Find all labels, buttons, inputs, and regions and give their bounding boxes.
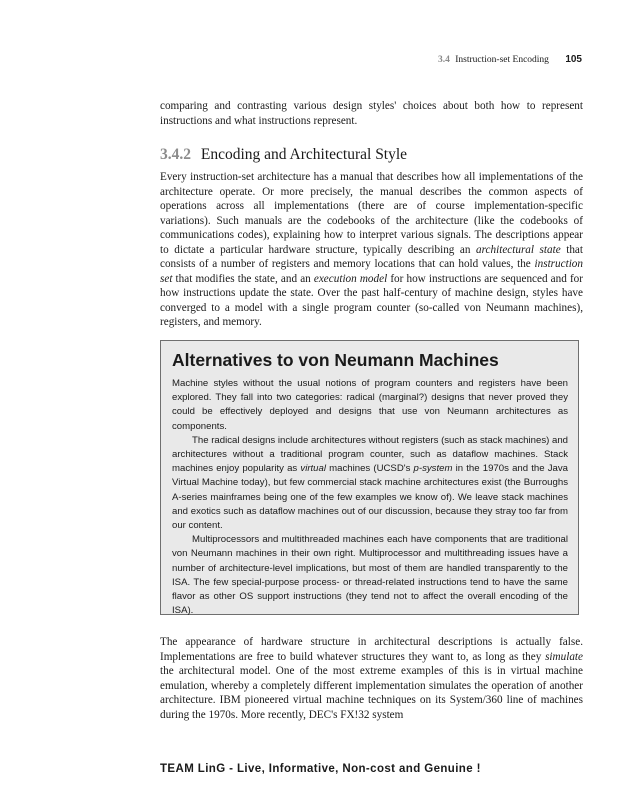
- emphasis-simulate: simulate: [545, 650, 583, 663]
- emphasis-p-system: p-system: [413, 463, 453, 475]
- term-architectural-state: architectural state: [476, 243, 561, 256]
- text-run: The appearance of hardware structure in architectural descriptions is actually false. Implementations are free to build whatever structures they want to, as long as they: [160, 636, 583, 663]
- section-title: Encoding and Architectural Style: [200, 146, 408, 163]
- page-number: 105: [565, 54, 582, 65]
- sidebar-paragraph-3: Multiprocessors and multithreaded machines each have components that are traditional von Neumann machines in their own right. Multiprocessor and multithreading issues have a number of architecture-level implications, but most of them are handled transparently to the ISA. The few special-purpose process- or thread-related instructions tend to have the same flavor as other OS support instructions (they tend not to affect the overall encoding of the ISA).: [172, 534, 568, 617]
- body-paragraph-1: [160, 170, 583, 330]
- section-heading: [160, 146, 407, 164]
- section-number: 3.4.2: [160, 146, 191, 163]
- text-run: machines (UCSD's: [325, 463, 414, 475]
- body-paragraph-2: [160, 635, 583, 722]
- paragraph-text: [160, 170, 583, 330]
- text-run: The radical designs include architectures without registers (such as stack machines) and architectures without a traditional program counter, such as dataflow machines. Stack machines enjoy popularity as: [172, 434, 568, 475]
- sidebar-body: [172, 377, 568, 618]
- text-run: the architectural model. One of the most extreme examples of this is in virtual machine emulation, whereby a completely different implementation simulates the operation of another architecture. IBM pioneered virtual machine techniques on its System/360 line of machines during the 1970s. More recently, DEC's FX!32 system: [160, 665, 583, 721]
- term-execution-model: execution model: [313, 272, 388, 285]
- sidebar-box: [160, 340, 579, 615]
- text-run: in the 1970s and the Java Virtual Machine today), but few commercial stack machine architectures exist (the Burroughs A-series mainframes being one of the few examples we know of). We leave stack machines and exotics such as dataflow machines out of our discussion, because they stray too far from our content.: [172, 463, 568, 532]
- footer-watermark: TEAM LinG - Live, Informative, Non-cost and Genuine !: [160, 763, 481, 775]
- running-head: [438, 54, 582, 65]
- running-head-section-title: Instruction-set Encoding: [455, 55, 549, 65]
- sidebar-title: Alternatives to von Neumann Machines: [172, 350, 499, 370]
- emphasis-virtual: virtual: [300, 463, 326, 475]
- text-run: that modifies the state, and an: [172, 272, 314, 285]
- text-run: that consists of a number of registers and memory locations that can hold values, the: [160, 243, 583, 271]
- intro-text: comparing and contrasting various design styles' choices about both how to represent instructions and what instructions represent.: [160, 100, 583, 127]
- sidebar-paragraph-1: Machine styles without the usual notions of program counters and registers have been explored. They fall into two categories: radical (marginal?) designs that never proved they could be effectively deployed and designs that use von Neumann architectures as components.: [172, 378, 568, 432]
- text-run: for how instructions are sequenced and for how instructions update the state. Over the past half-century of machine design, styles have converged to a model with a single program counter (so-called von Neumann machines), registers, and memory.: [160, 272, 583, 329]
- text-run: Every instruction-set architecture has a manual that describes how all implementations of the architecture operate. Or more precisely, the manual describes the common aspects of operations across all implementations (there are of course implementation-specific variations). Such manuals are the codebooks of the architecture (like the codebooks of communications codes), explaining how to interpret various signals. The descriptions appear to dictate a particular hardware structure, typically describing an: [160, 171, 583, 256]
- term-instruction-set: instruction set: [160, 258, 583, 285]
- sidebar-paragraph-2: [172, 434, 568, 533]
- running-head-section-number: 3.4: [438, 55, 450, 65]
- intro-paragraph: [160, 99, 583, 128]
- paragraph-text: [160, 635, 583, 722]
